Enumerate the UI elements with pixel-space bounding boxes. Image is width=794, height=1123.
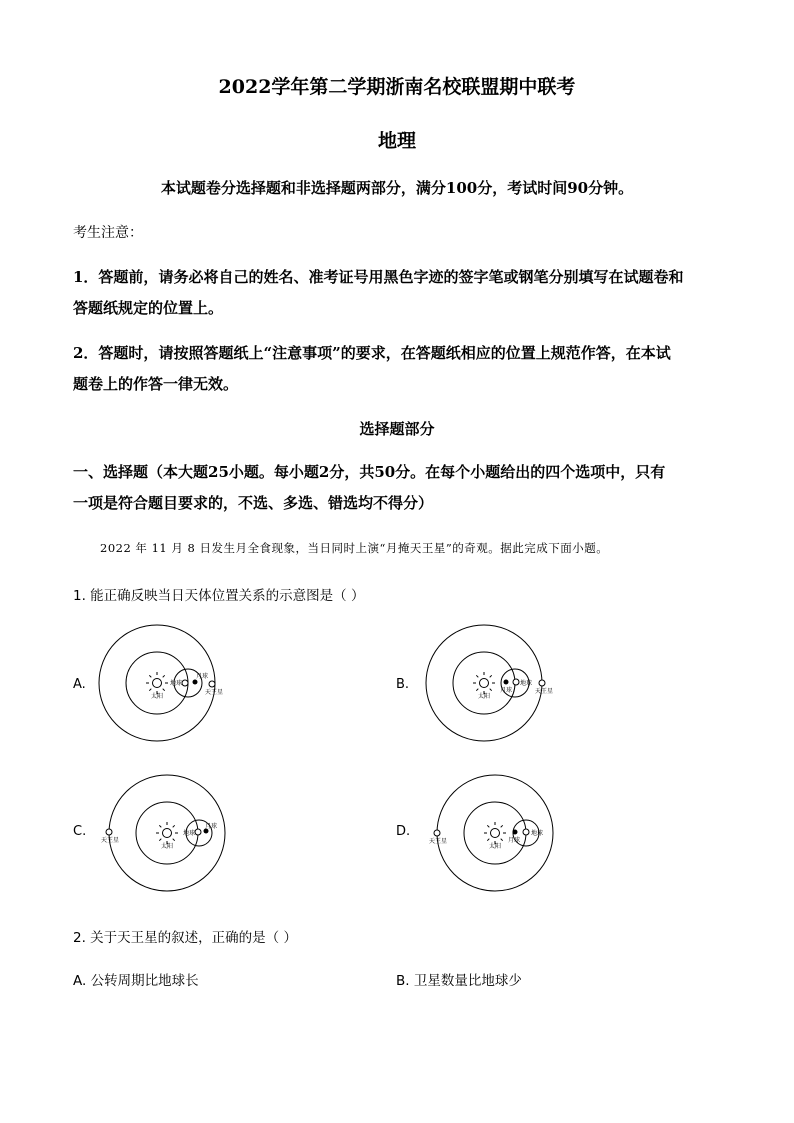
exam-info: 本试题卷分选择题和非选择题两部分，满分100分，考试时间90分钟。 [160, 179, 634, 197]
sun-label: 太阳 [161, 843, 174, 850]
earth-label: 地球 [183, 830, 196, 837]
sun-icon [146, 672, 168, 694]
uranus-icon [106, 829, 112, 835]
earth-icon [195, 829, 201, 835]
notice-item-2-line-1: 2．答题时，请按照答题纸上“注意事项”的要求，在答题纸相应的位置上规范作答，在本试 [73, 344, 671, 362]
earth-icon [182, 680, 188, 686]
subject-title: 地理 [377, 130, 416, 152]
outer-orbit [99, 625, 215, 741]
option-c-label: C. [73, 824, 87, 839]
earth-label: 地球 [170, 680, 183, 687]
section-title: 选择题部分 [359, 420, 435, 438]
option-b-diagram [420, 620, 560, 750]
notice-heading: 考生注意： [73, 225, 143, 241]
question-group-intro: 2022 年 11 月 8 日发生月全食现象，当日同时上演“月掩天王星”的奇观。据此完成下面小题。 [100, 541, 609, 555]
notice-item-1-line-1: 1．答题前，请务必将自己的姓名、准考证号用黑色字迹的签字笔或钢笔分别填写在试题卷和 [73, 268, 684, 286]
sun-label: 太阳 [489, 843, 502, 850]
earth-icon [513, 679, 519, 685]
outer-orbit [109, 775, 225, 891]
question-2-stem: 2. 关于天王星的叙述，正确的是（ ） [73, 930, 297, 946]
sun-icon [156, 822, 178, 844]
question-2-option-b: B. 卫星数量比地球少 [396, 973, 522, 989]
uranus-icon [209, 681, 215, 687]
moon-icon [193, 680, 198, 685]
uranus-label: 天王星 [101, 837, 120, 844]
sun-icon [473, 672, 495, 694]
section-heading-line-2: 一项是符合题目要求的，不选、多选、错选均不得分） [73, 494, 434, 512]
earth-label: 地球 [531, 830, 544, 837]
moon-label: 月球 [508, 837, 521, 844]
section-heading-line-1: 一、选择题（本大题25小题。每小题2分，共50分。在每个小题给出的四个选项中，只有 [73, 463, 666, 481]
sun-label: 太阳 [151, 693, 164, 700]
uranus-label: 天王星 [535, 688, 554, 695]
question-2-option-a: A. 公转周期比地球长 [73, 973, 199, 989]
exam-title: 2022学年第二学期浙南名校联盟期中联考 [218, 76, 576, 98]
question-1-stem: 1. 能正确反映当日天体位置关系的示意图是（ ） [73, 588, 365, 604]
option-b-label: B. [396, 677, 410, 692]
sun-label: 太阳 [478, 693, 491, 700]
moon-label: 月球 [205, 823, 218, 830]
uranus-label: 天王星 [205, 689, 224, 696]
uranus-label: 天王星 [429, 838, 448, 845]
moon-label: 月球 [196, 673, 209, 680]
sun-icon [484, 822, 506, 844]
option-c-diagram [95, 770, 235, 900]
option-a-label: A. [73, 677, 86, 692]
moon-label: 月球 [500, 687, 513, 694]
option-d-label: D. [396, 824, 411, 839]
moon-icon [504, 680, 509, 685]
moon-icon [513, 830, 518, 835]
notice-item-1-line-2: 答题纸规定的位置上。 [73, 299, 224, 317]
uranus-icon [539, 680, 545, 686]
option-a-diagram [95, 620, 235, 750]
option-d-diagram [420, 770, 560, 900]
earth-icon [523, 829, 529, 835]
notice-item-2-line-2: 题卷上的作答一律无效。 [73, 375, 239, 393]
uranus-icon [434, 830, 440, 836]
earth-label: 地球 [520, 680, 533, 687]
